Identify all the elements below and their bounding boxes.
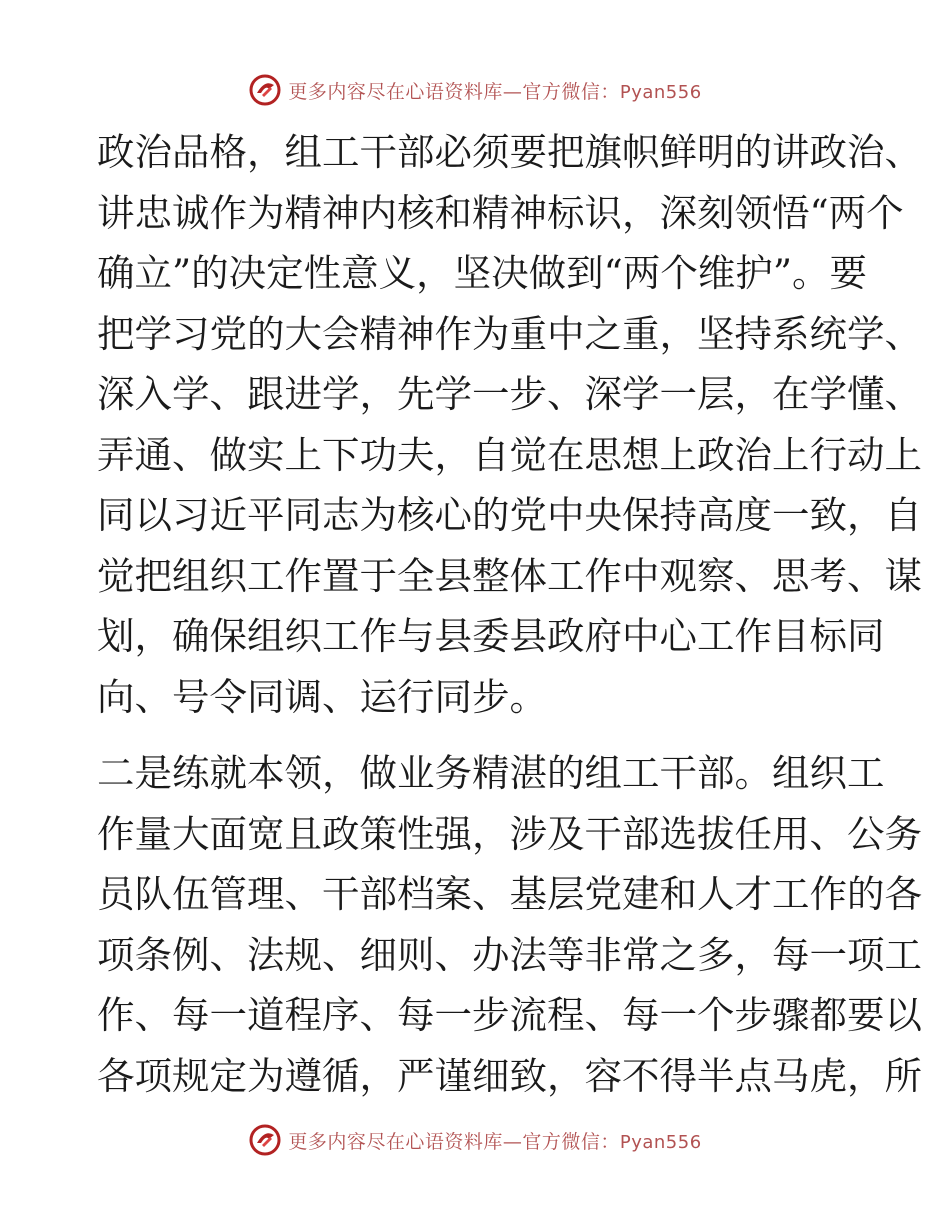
text-line: 确立”的决定性意义，坚决做到“两个维护”。要 <box>97 251 868 295</box>
watermark-site-text: 更多内容尽在心语资料库— <box>288 80 523 103</box>
paragraph-gap <box>97 727 857 743</box>
text-line: 深入学、跟进学，先学一步、深学一层，在学懂、 <box>97 372 922 416</box>
text-line: 同以习近平同志为核心的党中央保持高度一致，自 <box>97 493 922 537</box>
text-line: 作、每一道程序、每一步流程、每一个步骤都要以 <box>97 993 922 1037</box>
text-line: 员队伍管理、干部档案、基层党建和人才工作的各 <box>97 872 922 916</box>
watermark-wechat-id: Pyan556 <box>619 81 702 103</box>
text-line: 二是练就本领，做业务精湛的组工干部。组织工 <box>97 751 885 795</box>
text-line: 项条例、法规、细则、办法等非常之多，每一项工 <box>97 932 922 977</box>
watermark-wechat-id: Pyan556 <box>619 1131 702 1153</box>
text-line: 政治品格，组工干部必须要把旗帜鲜明的讲政治、 <box>97 130 922 174</box>
watermark-wechat-label: 官方微信： <box>522 80 620 103</box>
brand-logo-icon <box>248 73 282 107</box>
header-watermark <box>0 70 950 110</box>
text-line: 弄通、做实上下功夫，自觉在思想上政治上行动上 <box>97 432 922 477</box>
document-body <box>97 122 922 1106</box>
watermark-site-text: 更多内容尽在心语资料库— <box>288 1130 523 1153</box>
text-line: 把学习党的大会精神作为重中之重，坚持系统学、 <box>97 311 922 356</box>
text-line: 各项规定为遵循，严谨细致，容不得半点马虎，所 <box>97 1053 922 1098</box>
paragraph-2 <box>97 743 922 1106</box>
paragraph-1 <box>97 122 922 727</box>
text-line: 向、号令同调、运行同步。 <box>97 674 547 719</box>
text-line: 划，确保组织工作与县委县政府中心工作目标同 <box>97 614 885 658</box>
text-line: 作量大面宽且政策性强，涉及干部选拔任用、公务 <box>97 811 922 856</box>
watermark-text <box>288 1127 701 1154</box>
text-line: 觉把组织工作置于全县整体工作中观察、思考、谋 <box>97 553 922 598</box>
brand-logo-icon <box>248 1123 282 1157</box>
watermark-wechat-label: 官方微信： <box>522 1130 620 1153</box>
footer-watermark <box>0 1120 950 1160</box>
text-line: 讲忠诚作为精神内核和精神标识，深刻领悟“两个 <box>97 190 904 235</box>
watermark-text <box>288 77 701 104</box>
